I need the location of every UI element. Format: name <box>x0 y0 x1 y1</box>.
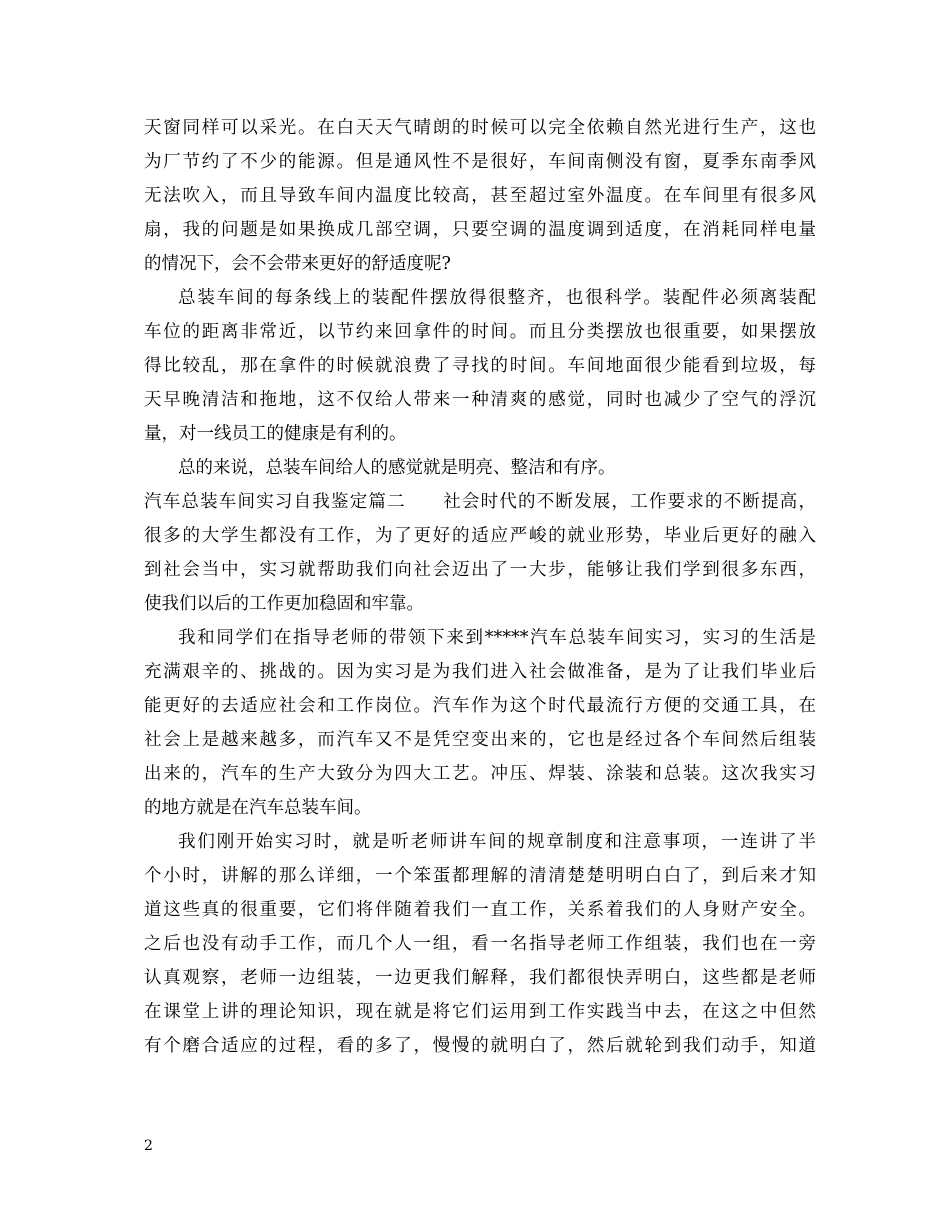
text-line: 的地方就是在汽车总装车间。 <box>144 798 372 818</box>
text-line: 充满艰辛的、挑战的。因为实习是为我们进入社会做准备，是为了让我们毕业后 <box>144 662 816 682</box>
text-line: 在课堂上讲的理论知识，现在就是将它们运用到工作实践当中去，在这之中但然 <box>144 1002 816 1022</box>
text-line: 无法吹入，而且导致车间内温度比较高，甚至超过室外温度。在车间里有很多风 <box>144 186 816 206</box>
text-line: 车位的距离非常近，以节约来回拿件的时间。而且分类摆放也很重要，如果摆放 <box>144 322 816 342</box>
text-line: 社会上是越来越多，而汽车又不是凭空变出来的，它也是经过各个车间然后组装 <box>144 730 816 750</box>
text-line: 得比较乱，那在拿件的时候就浪费了寻找的时间。车间地面很少能看到垃圾，每 <box>144 356 816 376</box>
text-line: 天窗同样可以采光。在白天天气晴朗的时候可以完全依赖自然光进行生产，这也 <box>144 118 816 138</box>
text-line: 天早晚清洁和拖地，这不仅给人带来一种清爽的感觉，同时也减少了空气的浮沉 <box>144 390 816 410</box>
page-number: 2 <box>144 1138 153 1154</box>
paragraph-first-line: 总装车间的每条线上的装配件摆放得很整齐，也很科学。装配件必须离装配 <box>178 288 816 308</box>
text-line: 为厂节约了不少的能源。但是通风性不是很好，车间南侧没有窗，夏季东南季风 <box>144 152 816 172</box>
text-line: 使我们以后的工作更加稳固和牢靠。 <box>144 594 424 614</box>
section-heading-line: 汽车总装车间实习自我鉴定篇二 社会时代的不断发展，工作要求的不断提高， <box>144 492 816 512</box>
text-line: 认真观察，老师一边组装，一边更我们解释，我们都很快弄明白，这些都是老师 <box>144 968 816 988</box>
text-line: 扇，我的问题是如果换成几部空调，只要空调的温度调到适度，在消耗同样电量 <box>144 220 816 240</box>
text-line: 到社会当中，实习就帮助我们向社会迈出了一大步，能够让我们学到很多东西， <box>144 560 816 580</box>
paragraph-first-line: 我和同学们在指导老师的带领下来到*****汽车总装车间实习，实习的生活是 <box>178 628 816 648</box>
text-line: 的情况下，会不会带来更好的舒适度呢? <box>144 254 451 274</box>
text-line: 之后也没有动手工作，而几个人一组，看一名指导老师工作组装，我们也在一旁 <box>144 934 816 954</box>
paragraph-first-line: 我们刚开始实习时，就是听老师讲车间的规章制度和注意事项，一连讲了半 <box>178 832 816 852</box>
text-line: 能更好的去适应社会和工作岗位。汽车作为这个时代最流行方便的交通工具，在 <box>144 696 816 716</box>
text-line: 很多的大学生都没有工作，为了更好的适应严峻的就业形势，毕业后更好的融入 <box>144 526 816 546</box>
text-line: 道这些真的很重要，它们将伴随着我们一直工作，关系着我们的人身财产安全。 <box>144 900 816 920</box>
paragraph-first-line: 总的来说，总装车间给人的感觉就是明亮、整洁和有序。 <box>178 458 616 478</box>
text-line: 个小时，讲解的那么详细，一个笨蛋都理解的清清楚楚明明白白了，到后来才知 <box>144 866 816 886</box>
text-line: 量，对一线员工的健康是有利的。 <box>144 424 407 444</box>
text-line: 出来的，汽车的生产大致分为四大工艺。冲压、焊装、涂装和总装。这次我实习 <box>144 764 816 784</box>
text-line: 有个磨合适应的过程，看的多了，慢慢的就明白了，然后就轮到我们动手，知道 <box>144 1036 816 1056</box>
